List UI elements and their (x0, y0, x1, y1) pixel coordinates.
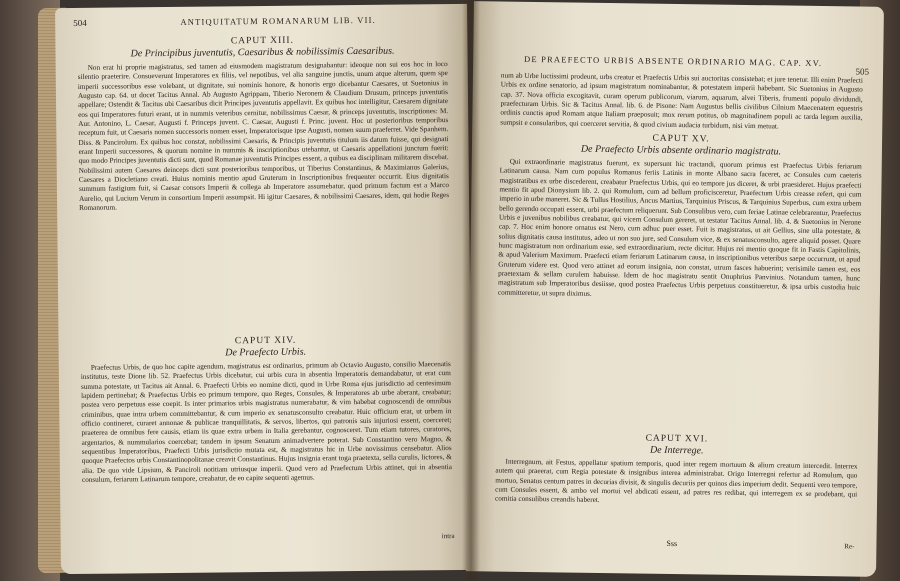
caput-xiv-title: De Praefecto Urbis. (225, 346, 307, 359)
right-page-number: 505 (855, 66, 870, 77)
caput-xv-title: De Praefecto Urbis absente ordinario magistratu. (580, 143, 782, 158)
caput-xvi-text (495, 458, 858, 519)
caput-xiii-paragraph: Non erat hi proprie magistratus, sed tamen ad eiusmodem magistratum designabantur: ideoque non sui eos hoc in loco silentio praeterire. Consueverunt Imperatores ex filiis, vel nepotibus, vel alia sanguine junctis, unum atque alterum, quem spe imperii successoribus esse volebant, ut dignitate, sui nominis honore, & honoris ergo dicebantur Caesares, ut Suetonius in Augusto cap. 64. ut docet Tacitus Annal. Ab Augusto Agrippam, Tiberio Neronem & Claudium Drusum, princeps juventutis appellare; Ostendit & Tacitus ubi Caesaribus dicit Principes juventutis appellavit. Ex quibus hoc intelligitur, Caesarem dignitate eos qui Imperatores futuri erant, ut in nummis veteribus cernitur, nobilissimus Caesar, & princeps juventutis, inscriptiones: M. Aur. Antonino, L. Caesar, Augusti f. Princeps juvent. C. Caesar, Augusti f. Princ. juvent. Hoc ut posterioribus temporibus receptum fuit, ut Caesaris nomen successoris nomen esset, Imperatorisque ipse Augusti, nomen suum praeferret. Vide Spanhem. Diss. & Pancirolum. Ex quibus hoc constat, nobilissimi Caesaris, & Principis juventutis titulum iis datum fuisse, qui designati erant Imperii successores, & quorum nomine in nummis & inscriptionibus utebantur, ut Caesaris appellationi junctum fuerit: quo modo Principes juventutis dicti sunt, quod Romanae juventutis Principes essent, a quibus ea disciplinam militarem discebat. Nobilissimi autem Caesares deinceps dicti sunt posterioribus temporibus, ut Tiberius Constantinus, & Maximianus Galerius, Caesares a Diocletiano creati. Huius nominis mentio apud Gruterum in Inscriptionibus frequenter occurrit. Eius dignitatis summum fastigium fuit, si Caesar consors Imperii & collega ab Imperatore assumebatur, quod primum factum est a Marco Aurelio, qui Lucium Verum in consortium Imperii assumpsit. Hi igitur Caesares, & nobilissimi Caesares, idem, qui hodie Reges Romanorum. (77, 60, 450, 213)
right-top-text (500, 72, 863, 133)
caput-xiv-heading: CAPUT XIV. (234, 335, 297, 347)
caput-xvi-title: De Interrege. (649, 444, 704, 457)
caput-xiii-title: De Principibus juventutis, Caesaribus & nobilissimis Caesaribus. (130, 45, 395, 60)
left-page-number: 504 (73, 17, 87, 28)
caput-xv-paragraph: Qui extraordinarie magistratus fuerunt, ex supersunt hic tractandi, quorum primus est Praefectus Urbis feriarum Latinarum causa. Nam cum populus Romanus feriis Latinis in monte Albano sacra faceret, ac Consules cum caeteris magistratibus ex urbe discederent, creabatur Praefectus Urbis, qui eo tempore jus diceret, & urbi praesideret. Hujus praefecti mentio fit apud Dionysium lib. 2. qui Romulum, cum ad bellum proficisceretur, Praefectum Urbis creasse refert, qui cum imperio in urbe maneret. Sic & Tullus Hostilius, Ancus Martius, Tarquinius Priscus, & Tarquinius Superbus, cum extra urbem bello gerendo occupati essent, urbi praefectum reliquerunt. Sub Consulibus vero, cum feriae Latinae celebrarentur, Praefectus Urbis e juvenibus nobilibus creabatur, qui vicem Consulum gereret, ut testatur Tacitus Annal. lib. 4. & Suetonius in Nerone cap. 7. Hoc enim honore ornatus est Nero, cum adhuc puer esset. Fuit is magistratus, ut ait Gellius, sine ulla potestate, & solius dignitatis causa institutus, adeo ut non suo jure, sed Consulum vice, & ex senatusconsulto, agere aliquid posset. Quare hunc magistratum non ordinarium esse, sed extraordinarium, recte dicitur. Hujus rei mentio quoque fit in Fastis Capitolinis, & apud Valerium Maximum. Praefecti etiam feriarum Latinarum causa, in inscriptionibus veteribus saepe occurrunt, ut apud Gruterum videre est. Quod vero attinet ad eorum insignia, non constat, utrum fasces habuerint; verisimile tamen est, eos praetextam & sellam curulem habuisse. Idem de hoc magistratu sentit Onuphrius Panvinius. Notandum tamen, hunc magistratum sub Imperatoribus desiisse, quod postea Praefectus Urbis perpetuus constitueretur, & ipsa urbis custodia huic committeretur, ut supra diximus. (497, 157, 862, 298)
caput-xv-heading: CAPUT XV. (652, 133, 710, 145)
right-running-head: DE PRAEFECTO URBIS ABSENTE ORDINARIO MAG. CAP. XV. (524, 53, 823, 69)
book-gutter-shadow (462, 0, 480, 581)
right-top-paragraph: num ab Urbe luctissimi prodeunt, urbs creatur et Praefectis Urbis sui auctoritas consistebat; et jure tenetur. Illi enim Praefecti Urbis ex ordine senatorio, ad ipsum magistratum nominabantur, & potestatem imperii habebant. Sic Suetonius in Augusto cap. 37. Nova officia excogitavit, curam operum publicorum, viarum, aquarum, alvei Tiberis, frumenti populo dividundi, praefecturam Urbis. Sic & Tacitus Annal. lib. 6. de Pisone: Nam Augustus bellis civilibus Cilnium Maecenatem equestris ordinis cunctis apud Romam atque Italiam praeposuit; mox rerum potitus, ob magnitudinem populi ac tarda legum auxilia, sumpsit e consularibus, qui coerceret servitia, & quod civium audacia turbidum, nisi vim metuat. (500, 71, 863, 131)
caput-xiv-text (81, 360, 453, 542)
right-page (466, 1, 884, 577)
left-running-head: ANTIQUITATUM ROMANARUM LIB. VII. (180, 14, 376, 27)
caput-xvi-paragraph: Interregnum, ait Festus, appellatur spatium temporis, quod inter regem mortuum & alium creatum intercedit. Interrex autem qui praeerat, cum Regia potestate & insignibus interea administrabat. Origo Interregni refertur ad Romulum, quo mortuo, Senatus centum patres in decurias divisit, & singulis decuriis per quinos dies imperium dedit. Sequenti vero tempore, cum Consules essent, & ambo vel mortui vel abdicati essent, ad patres res redibat, qui interregem ex se prodebant, qui comitia consulibus creandis haberet. (494, 457, 858, 505)
caput-xv-text (496, 158, 862, 433)
right-signature-mark: Sss (666, 538, 678, 549)
left-page (55, 4, 473, 574)
right-catchword: Re- (844, 542, 855, 551)
caput-xiii-heading: CAPUT XIII. (230, 35, 294, 47)
caput-xiii-text (78, 60, 451, 334)
caput-xiv-paragraph: Praefectus Urbis, de quo hoc capite agendum, magistratus est ordinarius, primum ab Octavio Augusto, consilio Maecenatis institutus, teste Dione lib. 52. Praefectus Urbis dicebatur, cui urbis cura in absentia Imperatoris demandabatur, ut erat cum summa potestate, ut Tacitus ait Annal. 6. Praefecti Urbis eo nomine dicti, quod in Urbe Roma ejus jurisdictio ad centesimum lapidem pertinebat; & Praefectus Urbis eo primum tempore, quo Reges, Consules, & Imperatores ab urbe aberant, creabatur; postea vero perpetuus esse coepit. Is inter primarios urbis magistratus numerabatur, & vim habebat cognoscendi de omnibus criminibus, quae intra urbem committebantur, & cum imperio ex senatusconsulto creabatur. Huic officium erat, ut urbem in officio contineret, curaret annonae & publicae tranquillitatis, & servos, libertos, qui patronis suis injuriosi essent, coerceret; praeterea de omnibus fere causis, etiam iis quae extra urbem in Italia gerebantur, cognosceret. Tum etiam tutores, curatores, argentarios, & nummularios coercebat; tandem in ipsum Senatum animadvertere poterat. Sub Constantino vero Magno, & sequentibus Imperatoribus, Praefecti Urbis jurisdictio mutata est, & magistratus hic in Urbe novissimus censebatur. Alios quoque Praefectos urbis Constantinopolitanae creavit Constantinus. Hujus insignia erant toga praetexta, sella curulis, lictores, & alia. De quo vide Lipsium, & Panciroli notitiam utriusque imperii. Quod vero ad Praefectum Urbis attinet, qui in absentia consulum, feriarum Latinarum tempore, creabatur, de eo capite sequenti agemus. (80, 360, 452, 485)
caput-xvi-heading: CAPUT XVI. (645, 433, 709, 445)
left-catchword: intra (441, 532, 455, 541)
